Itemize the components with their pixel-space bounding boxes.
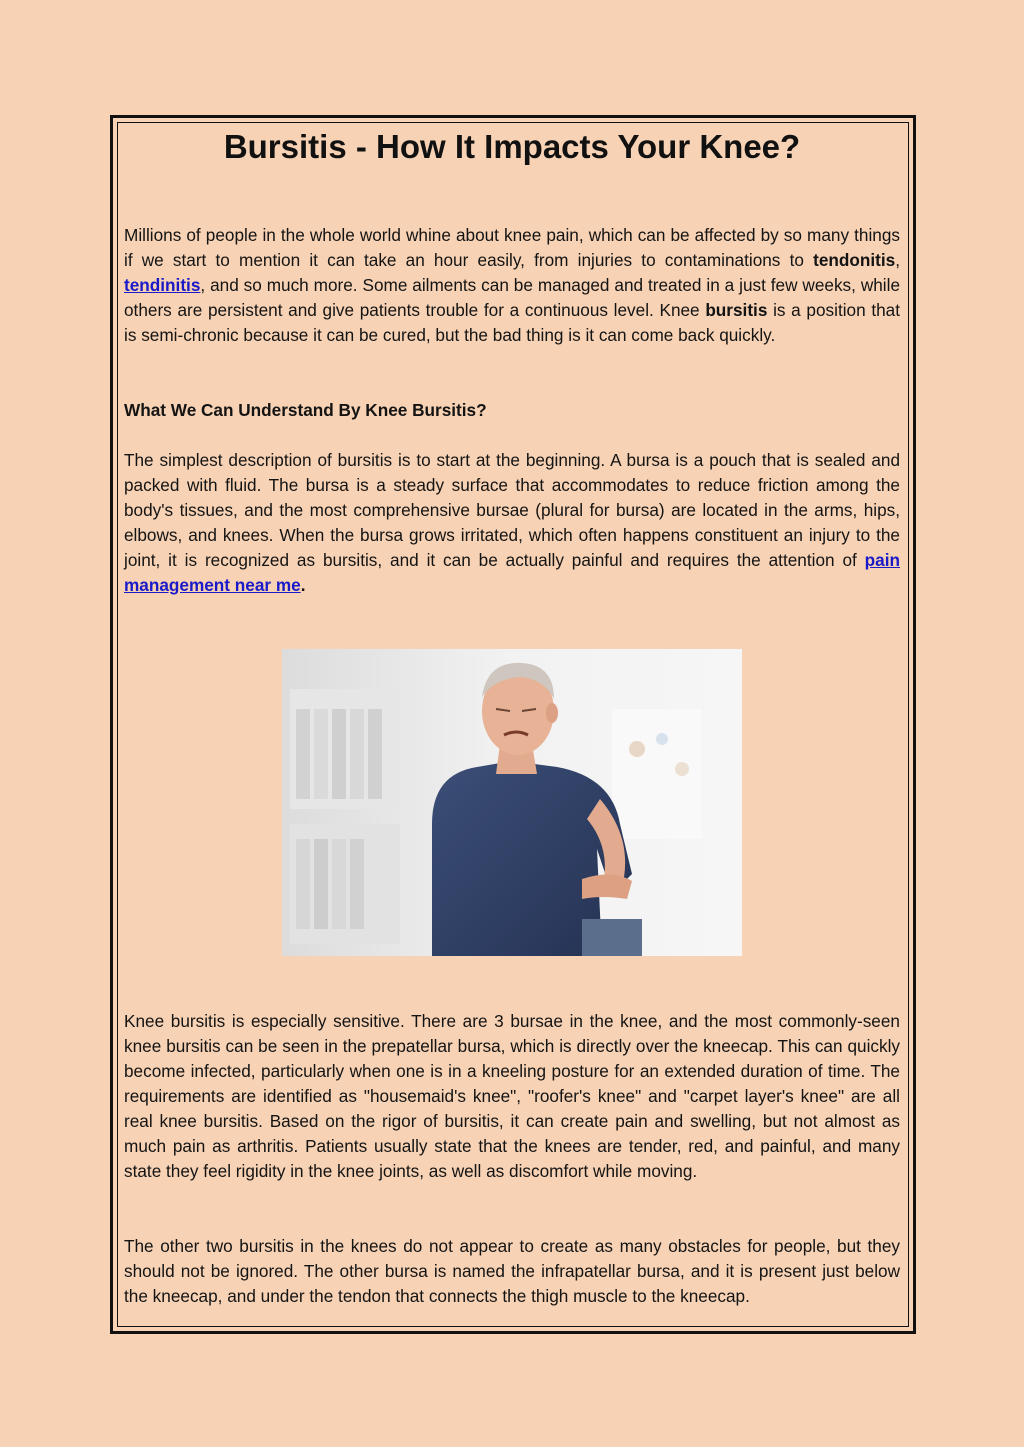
other-bursitis-paragraph: The other two bursitis in the knees do not appear to create as many obstacles for people, but they should not be ignored. The other bursa is named the infrapatellar bursa, and it is present just below the kneecap, and under the tendon that connects the thigh muscle to the kneecap.: [124, 1236, 900, 1306]
intro-text-1: Millions of people in the whole world whine about knee pain, which can be affected by so many things if we start to mention it can take an hour easily, from injuries to contaminations to: [124, 225, 900, 270]
definition-paragraph: [124, 448, 900, 598]
intro-text-4: is a position that is semi-chronic because it can be cured, but the bad thing is it can come back quickly.: [124, 300, 901, 345]
definition-end-period: .: [300, 575, 306, 595]
intro-text-2: ,: [895, 250, 900, 270]
intro-paragraph: [124, 223, 900, 348]
knee-bursitis-paragraph: Knee bursitis is especially sensitive. There are 3 bursae in the knee, and the most commonly-seen knee bursitis can be seen in the prepatellar bursa, which is directly over the kneecap. This can quickly become infected, particularly when one is in a kneeling posture for an extended duration of time. The requirements are identified as "housemaid's knee", "roofer's knee" and "carpet layer's knee" are all real knee bursitis. Based on the rigor of bursitis, it can create pain and swelling, but not almost as much pain as arthritis. Patients usually state that the knees are tender, red, and painful, and many state they feel rigidity in the knee joints, as well as discomfort while moving.: [124, 1011, 900, 1181]
section-heading: What We Can Understand By Knee Bursitis?: [124, 400, 487, 420]
bursitis-bold: bursitis: [705, 300, 768, 320]
pain-management-link[interactable]: pain management near me: [124, 550, 900, 595]
definition-text: The simplest description of bursitis is to start at the beginning. A bursa is a pouch that is sealed and packed with fluid. The bursa is a steady surface that accommodates to reduce friction among the body's tissues, and the most comprehensive bursae (plural for bursa) are located in the arms, hips, elbows, and knees. When the bursa grows irritated, which often happens constituent an injury to the joint, it is recognized as bursitis, and it can be actually painful and requires the attention of: [124, 450, 900, 570]
tendonitis-bold: tendonitis: [813, 250, 896, 270]
knee-pain-photo: [282, 649, 742, 956]
page-title: Bursitis - How It Impacts Your Knee?: [223, 128, 801, 165]
intro-text-3: , and so much more. Some ailments can be managed and treated in a just few weeks, while others are persistent and give patients trouble for a continuous level. Knee: [124, 275, 900, 320]
man-back-pain-illustration: [282, 649, 742, 956]
tendinitis-link[interactable]: tendinitis: [124, 275, 201, 295]
